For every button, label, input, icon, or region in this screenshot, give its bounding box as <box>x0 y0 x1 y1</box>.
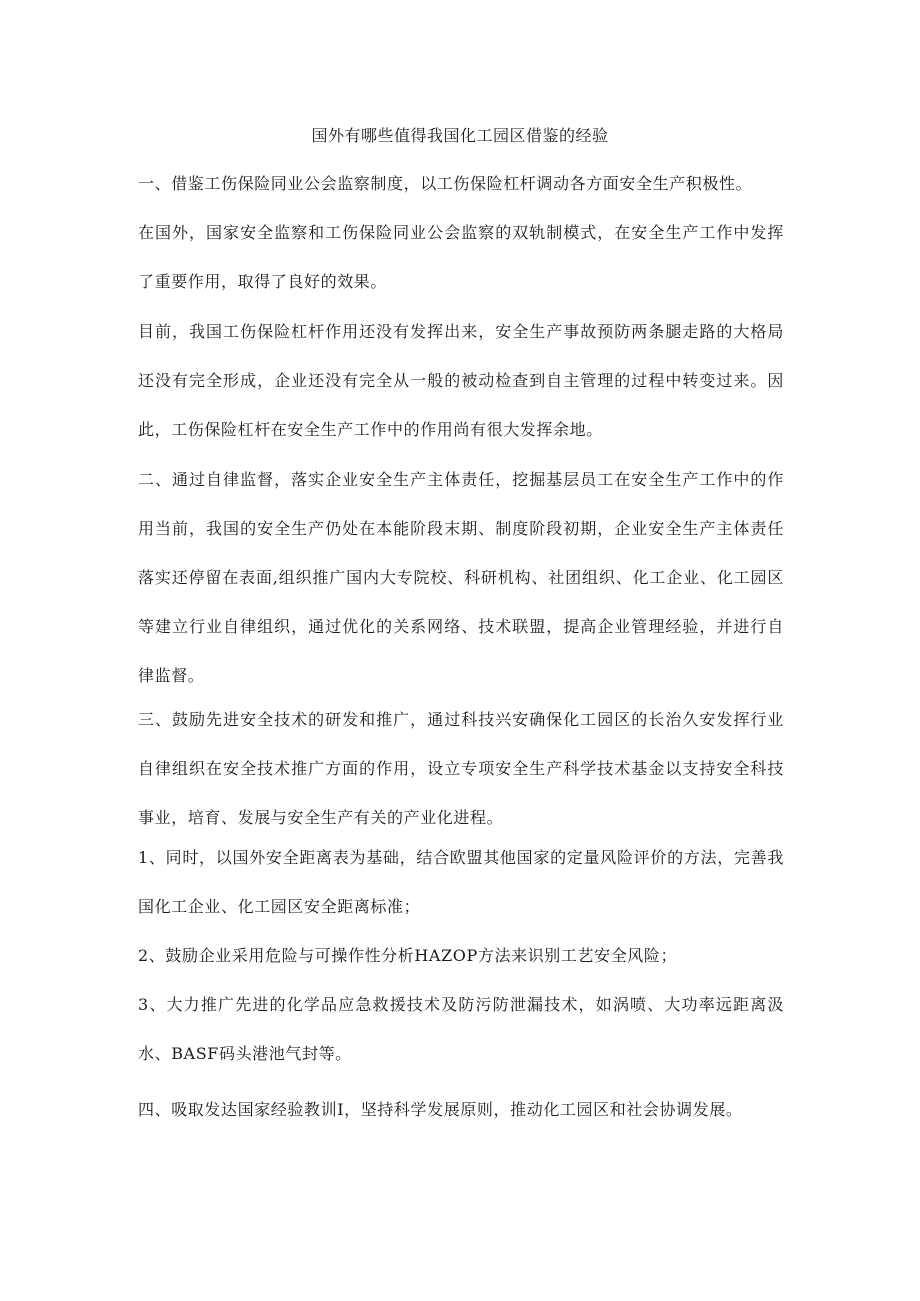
paragraph: 在国外，国家安全监察和工伤保险同业公会监察的双轨制模式，在安全生产工作中发挥了重要作用，取得了良好的效果。 <box>138 223 784 291</box>
section-1-heading: 一、借鉴工伤保险同业公会监察制度，以工伤保险杠杆调动各方面安全生产积极性。 <box>138 174 753 193</box>
list-item: 1、同时，以国外安全距离表为基础，结合欧盟其他国家的定量风险评价的方法，完善我国化工企业、化工园区安全距离标准； <box>138 848 784 916</box>
section-4-heading: 四、吸取发达国家经验教训I，坚持科学发展原则，推动化工园区和社会协调发展。 <box>138 1100 743 1119</box>
section-2-paragraph: 二、通过自律监督，落实企业安全生产主体责任，挖掘基层员工在安全生产工作中的作用当前，我国的安全生产仍处在本能阶段末期、制度阶段初期，企业安全生产主体责任落实还停留在表面,组织推广国内大专院校、科研机构、社团组织、化工企业、化工园区等建立行业自律组织，通过优化的关系网络、技术联盟，提高企业管理经验，并进行自律监督。 <box>138 470 784 685</box>
paragraph: 目前，我国工伤保险杠杆作用还没有发挥出来，安全生产事故预防两条腿走路的大格局还没有完全形成，企业还没有完全从一般的被动检查到自主管理的过程中转变过来。因此，工伤保险杠杆在安全生产工作中的作用尚有很大发挥余地。 <box>138 322 784 439</box>
section-3-paragraph: 三、鼓励先进安全技术的研发和推广，通过科技兴安确保化工园区的长治久安发挥行业自律组织在安全技术推广方面的作用，设立专项安全生产科学技术基金以支持安全科技事业，培育、发展与安全生产有关的产业化进程。 <box>138 710 784 827</box>
list-item: 3、大力推广先进的化学品应急救援技术及防污防泄漏技术，如涡喷、大功率远距离汲水、BASF码头港池气封等。 <box>138 995 784 1063</box>
list-item: 2、鼓励企业采用危险与可操作性分析HAZOP方法来识别工艺安全风险； <box>138 946 678 965</box>
document-title: 国外有哪些值得我国化工园区借鉴的经验 <box>311 126 609 145</box>
